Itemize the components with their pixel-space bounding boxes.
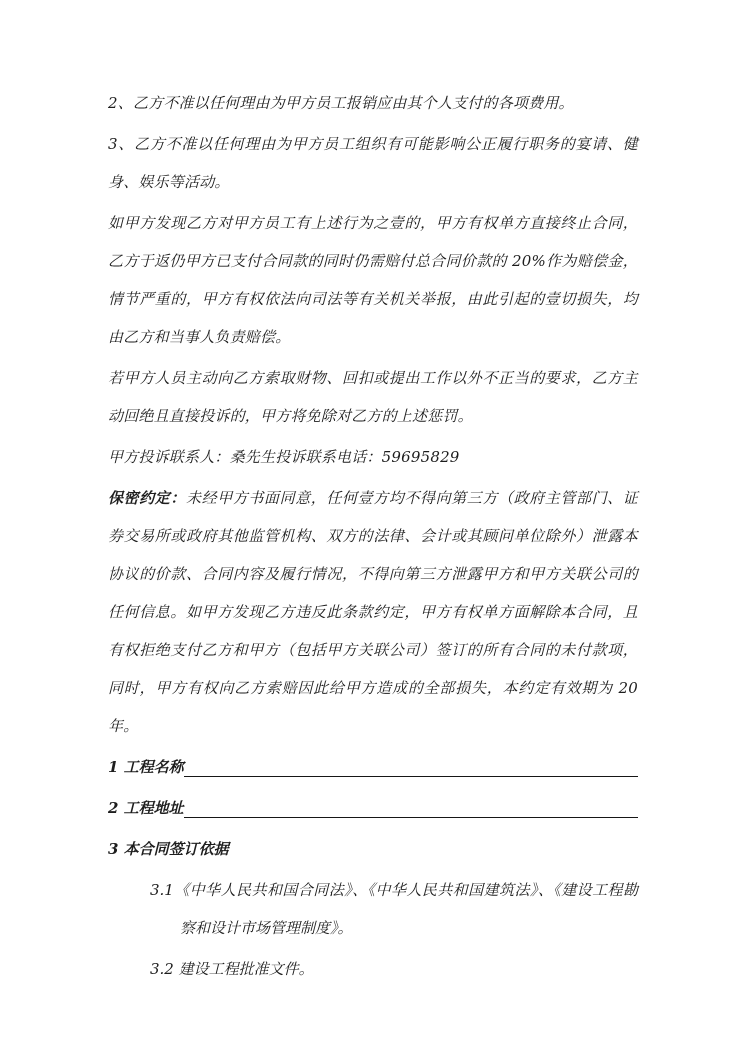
basis-clause-3-2: 3.2 建设工程批准文件。 [150,960,314,978]
confidentiality-body: 未经甲方书面同意，任何壹方均不得向第三方（政府主管部门、证券交易所或政府其他监管机构、双方的法律、会计或其顾问单位除外）泄露本协议的价款、合同内容及履行情况，不得向第三方泄露甲方和甲方关联公司的任何信息。如甲方发现乙方违反此条款约定，甲方有权单方面解除本合同，且有权拒绝支付乙方和甲方（包括甲方关联公司）签订的所有合同的未付款项，同时，甲方有权向乙方索赔因此给甲方造成的全部损失，本约定有效期为 20 年。 [108,489,638,735]
clause-3-paragraph: 3、乙方不准以任何理由为甲方员工组织有可能影响公正履行职务的宴请、健身、娱乐等活动。 [108,135,638,191]
project-name-row [108,748,638,786]
project-name-label: 1 工程名称 [108,758,184,776]
basis-section-heading: 3 本合同签订依据 [108,840,229,858]
complaint-contact-line: 甲方投诉联系人：桑先生投诉联系电话：59695829 [108,448,460,466]
project-address-blank-line [184,817,638,818]
contract-body [108,84,638,991]
confidentiality-label: 保密约定： [108,489,186,507]
confidentiality-paragraph [108,479,638,745]
project-name-blank-line [184,776,638,777]
basis-clause-3-1: 3.1《中华人民共和国合同法》、《中华人民共和国建筑法》、《建设工程勘察和设计市场管理制度》。 [150,881,638,937]
project-address-row [108,789,638,827]
project-address-label: 2 工程地址 [108,799,184,817]
exemption-paragraph: 若甲方人员主动向乙方索取财物、回扣或提出工作以外不正当的要求，乙方主动回绝且直接投诉的，甲方将免除对乙方的上述惩罚。 [108,369,638,425]
breach-consequence-paragraph: 如甲方发现乙方对甲方员工有上述行为之壹的，甲方有权单方直接终止合同，乙方于返仍甲方已支付合同款的同时仍需赔付总合同价款的 20%作为赔偿金，情节严重的，甲方有权依法向司法等有关机关举报，由此引起的壹切损失，均由乙方和当事人负责赔偿。 [108,214,638,346]
clause-2-paragraph: 2、乙方不准以任何理由为甲方员工报销应由其个人支付的各项费用。 [108,94,574,112]
